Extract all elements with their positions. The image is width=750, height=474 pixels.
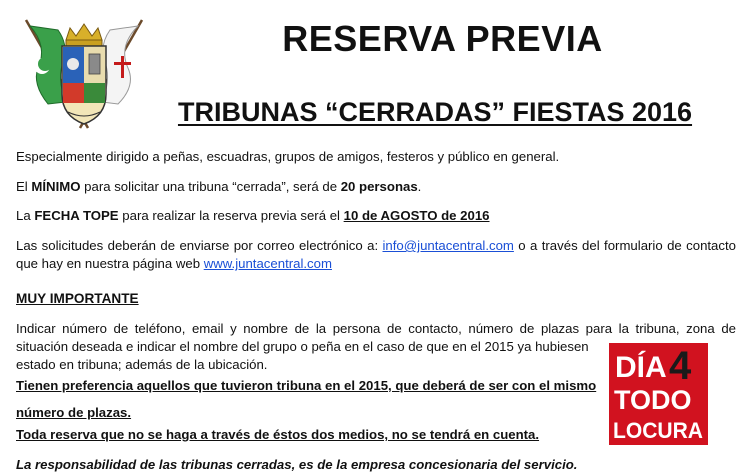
logo-number: 4 bbox=[669, 344, 692, 388]
text-run: El bbox=[16, 179, 32, 194]
deadline-paragraph bbox=[16, 207, 490, 225]
responsibility-notice: La responsabilidad de las tribunas cerradas, es de la empresa concesionaria del servicio. bbox=[16, 457, 578, 472]
preference-line-2: número de plazas. bbox=[16, 405, 132, 420]
website-link[interactable]: www.juntacentral.com bbox=[203, 256, 332, 271]
important-heading: MUY IMPORTANTE bbox=[16, 291, 139, 306]
email-link[interactable]: info@juntacentral.com bbox=[382, 238, 514, 253]
contact-paragraph bbox=[16, 237, 736, 273]
deadline-date: 10 de AGOSTO de 2016 bbox=[343, 208, 490, 223]
minimum-paragraph bbox=[16, 178, 421, 196]
logo-line-dia: DÍA bbox=[615, 351, 667, 384]
channels-notice: Toda reserva que no se haga a través de éstos dos medios, no se tendrá en cuenta. bbox=[16, 427, 540, 442]
text-run: . bbox=[417, 179, 422, 194]
text-run: o a través del formulario de contacto que hay en nuestra página web bbox=[16, 238, 736, 271]
dia-4-todo-locura-logo bbox=[609, 343, 708, 445]
text-run: para solicitar una tribuna “cerrada”, será de bbox=[80, 179, 341, 194]
minimum-value: 20 personas bbox=[340, 179, 418, 194]
text-run: La bbox=[16, 208, 35, 223]
preference-line-1: Tienen preferencia aquellos que tuvieron tribuna en el 2015, que deberá de ser con el mismo bbox=[16, 378, 597, 393]
minimum-label: MÍNIMO bbox=[31, 179, 81, 194]
instructions-line-2: situación deseada e indicar el nombre del grupo o peña en el caso de que en el 2015 ya hubiesen bbox=[16, 339, 589, 354]
instructions-line-1: Indicar número de teléfono, email y nombre de la persona de contacto, número de plazas para la tribuna, zona de bbox=[16, 321, 736, 336]
deadline-label: FECHA TOPE bbox=[34, 208, 119, 223]
page-subtitle: TRIBUNAS “CERRADAS” FIESTAS 2016 bbox=[177, 97, 693, 127]
text-run: Las solicitudes deberán de enviarse por correo electrónico a: bbox=[16, 238, 383, 253]
page-title: RESERVA PREVIA bbox=[282, 18, 603, 59]
instructions-line-3: estado en tribuna; además de la ubicación. bbox=[16, 357, 268, 372]
intro-paragraph: Especialmente dirigido a peñas, escuadras, grupos de amigos, festeros y público en general. bbox=[16, 149, 560, 164]
logo-line-locura: LOCURA bbox=[613, 418, 704, 443]
logo-line-todo: TODO bbox=[614, 385, 692, 415]
text-run: para realizar la reserva previa será el bbox=[118, 208, 344, 223]
